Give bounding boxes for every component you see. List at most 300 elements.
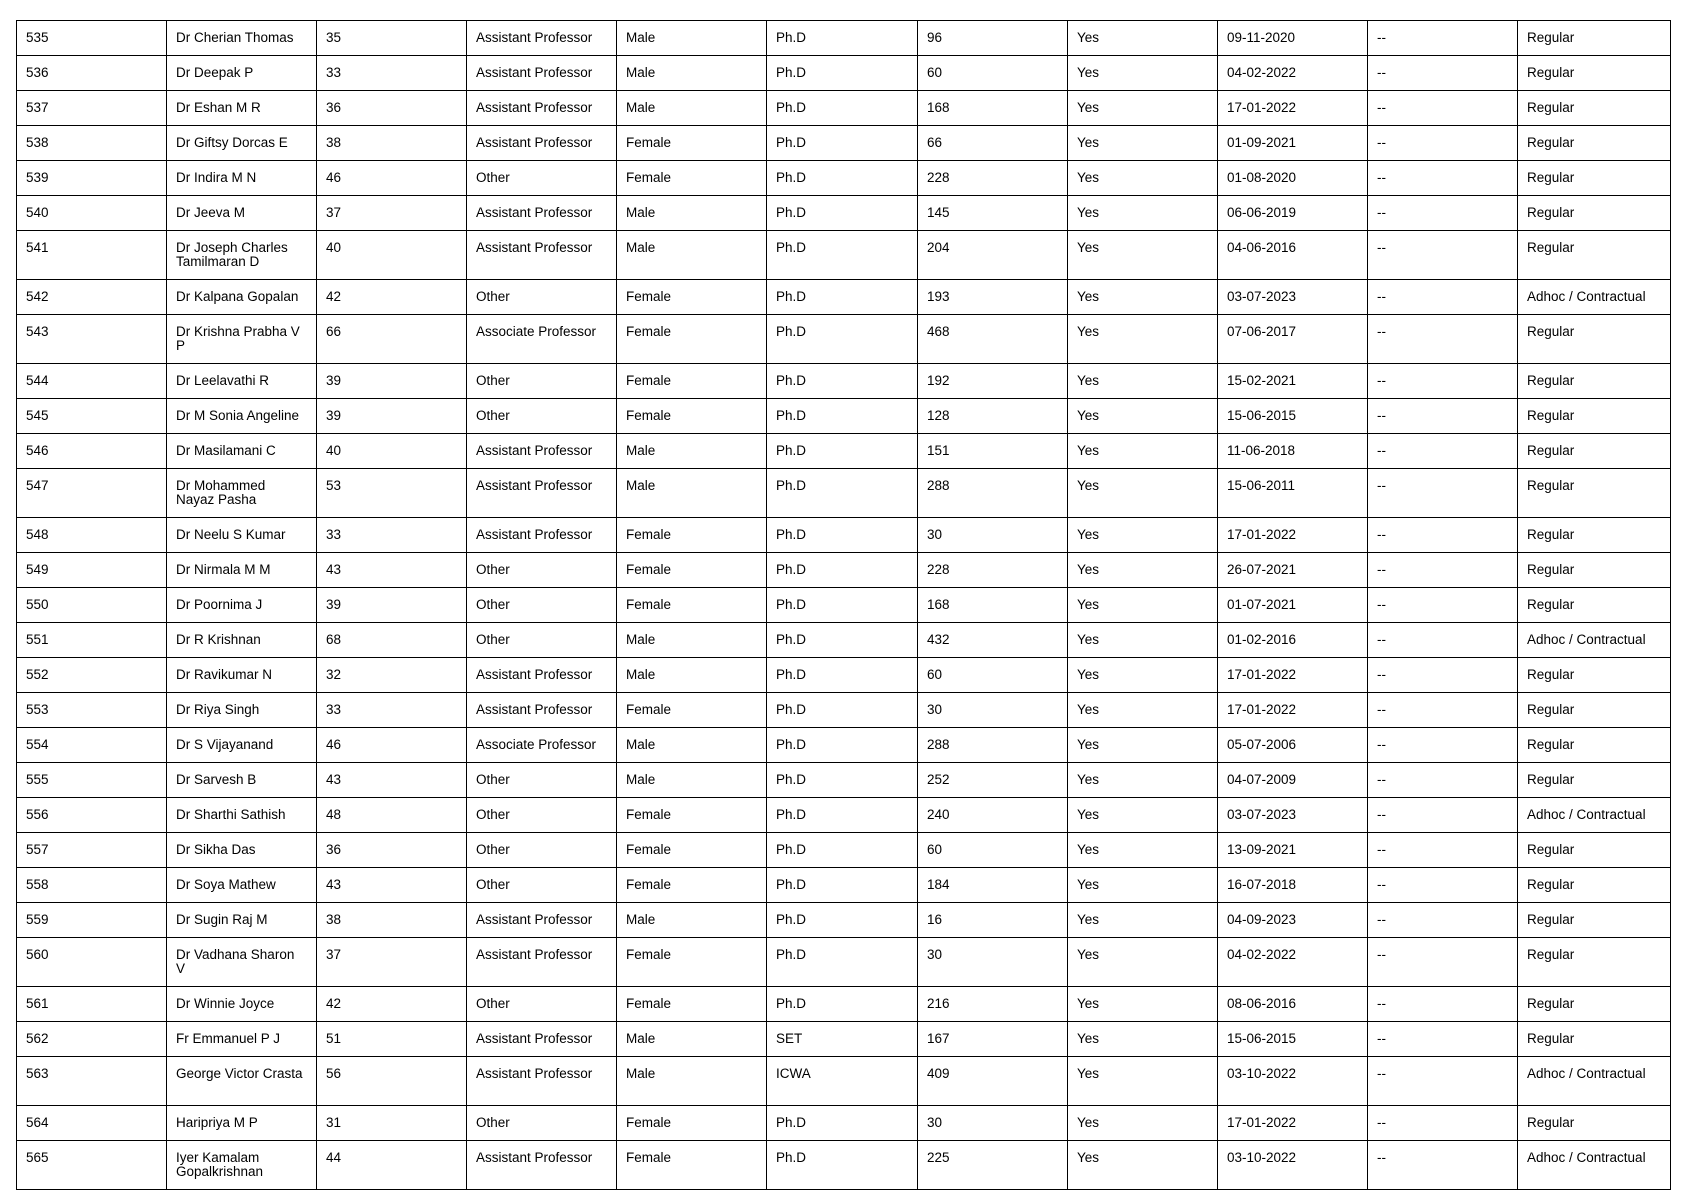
cell-designation: Other	[467, 623, 617, 658]
cell-sno: 564	[17, 1106, 167, 1141]
cell-qualification: Ph.D	[767, 469, 918, 518]
table-row	[17, 434, 1671, 469]
cell-joining-date: 15-06-2015	[1218, 1022, 1368, 1057]
cell-qualification: Ph.D	[767, 553, 918, 588]
cell-nature: Regular	[1518, 161, 1671, 196]
cell-pan: Yes	[1068, 868, 1218, 903]
cell-designation: Assistant Professor	[467, 56, 617, 91]
table-row	[17, 868, 1671, 903]
cell-name: Dr Sugin Raj M	[167, 903, 317, 938]
cell-designation: Assistant Professor	[467, 938, 617, 987]
cell-leaving-date: --	[1368, 1022, 1518, 1057]
cell-nature: Regular	[1518, 693, 1671, 728]
cell-designation: Assistant Professor	[467, 126, 617, 161]
cell-age: 56	[317, 1057, 467, 1106]
cell-name: Dr Cherian Thomas	[167, 21, 317, 56]
cell-designation: Assistant Professor	[467, 196, 617, 231]
table-row	[17, 1057, 1671, 1106]
cell-experience: 96	[918, 21, 1068, 56]
cell-age: 44	[317, 1141, 467, 1190]
cell-gender: Female	[617, 833, 767, 868]
cell-name: Dr Nirmala M M	[167, 553, 317, 588]
cell-joining-date: 05-07-2006	[1218, 728, 1368, 763]
cell-leaving-date: --	[1368, 1141, 1518, 1190]
cell-joining-date: 03-07-2023	[1218, 280, 1368, 315]
cell-nature: Regular	[1518, 434, 1671, 469]
cell-sno: 557	[17, 833, 167, 868]
cell-nature: Regular	[1518, 658, 1671, 693]
cell-age: 33	[317, 693, 467, 728]
table-row	[17, 763, 1671, 798]
table-row	[17, 658, 1671, 693]
cell-joining-date: 07-06-2017	[1218, 315, 1368, 364]
cell-joining-date: 03-10-2022	[1218, 1057, 1368, 1106]
cell-age: 46	[317, 728, 467, 763]
cell-sno: 554	[17, 728, 167, 763]
cell-age: 40	[317, 231, 467, 280]
cell-name: Dr Giftsy Dorcas E	[167, 126, 317, 161]
cell-leaving-date: --	[1368, 658, 1518, 693]
cell-experience: 288	[918, 728, 1068, 763]
table-row	[17, 280, 1671, 315]
cell-nature: Regular	[1518, 399, 1671, 434]
cell-joining-date: 17-01-2022	[1218, 91, 1368, 126]
cell-leaving-date: --	[1368, 21, 1518, 56]
table-row	[17, 987, 1671, 1022]
cell-nature: Regular	[1518, 364, 1671, 399]
cell-name: Dr Eshan M R	[167, 91, 317, 126]
cell-pan: Yes	[1068, 798, 1218, 833]
cell-joining-date: 01-07-2021	[1218, 588, 1368, 623]
cell-sno: 562	[17, 1022, 167, 1057]
cell-designation: Other	[467, 588, 617, 623]
cell-pan: Yes	[1068, 658, 1218, 693]
cell-age: 33	[317, 56, 467, 91]
table-row	[17, 693, 1671, 728]
cell-name: Dr Deepak P	[167, 56, 317, 91]
cell-nature: Adhoc / Contractual	[1518, 798, 1671, 833]
cell-pan: Yes	[1068, 1057, 1218, 1106]
cell-sno: 560	[17, 938, 167, 987]
cell-designation: Other	[467, 763, 617, 798]
cell-gender: Female	[617, 1106, 767, 1141]
cell-sno: 563	[17, 1057, 167, 1106]
cell-experience: 252	[918, 763, 1068, 798]
cell-gender: Male	[617, 1022, 767, 1057]
table-row	[17, 833, 1671, 868]
cell-qualification: Ph.D	[767, 126, 918, 161]
cell-joining-date: 17-01-2022	[1218, 518, 1368, 553]
cell-sno: 544	[17, 364, 167, 399]
cell-pan: Yes	[1068, 763, 1218, 798]
cell-sno: 549	[17, 553, 167, 588]
table-row	[17, 21, 1671, 56]
table-row	[17, 126, 1671, 161]
cell-gender: Male	[617, 1057, 767, 1106]
cell-gender: Female	[617, 868, 767, 903]
cell-qualification: Ph.D	[767, 1141, 918, 1190]
cell-qualification: Ph.D	[767, 1106, 918, 1141]
cell-qualification: SET	[767, 1022, 918, 1057]
cell-pan: Yes	[1068, 623, 1218, 658]
cell-gender: Male	[617, 91, 767, 126]
cell-designation: Other	[467, 833, 617, 868]
cell-gender: Female	[617, 399, 767, 434]
cell-age: 53	[317, 469, 467, 518]
cell-sno: 543	[17, 315, 167, 364]
cell-gender: Female	[617, 1141, 767, 1190]
cell-nature: Regular	[1518, 1022, 1671, 1057]
cell-experience: 60	[918, 833, 1068, 868]
cell-designation: Assistant Professor	[467, 434, 617, 469]
document-page	[16, 20, 1670, 1190]
cell-name: Dr Leelavathi R	[167, 364, 317, 399]
cell-nature: Regular	[1518, 833, 1671, 868]
cell-gender: Male	[617, 56, 767, 91]
cell-qualification: Ph.D	[767, 56, 918, 91]
cell-experience: 30	[918, 693, 1068, 728]
cell-gender: Male	[617, 196, 767, 231]
cell-gender: Male	[617, 903, 767, 938]
cell-pan: Yes	[1068, 434, 1218, 469]
cell-pan: Yes	[1068, 161, 1218, 196]
cell-leaving-date: --	[1368, 728, 1518, 763]
cell-pan: Yes	[1068, 903, 1218, 938]
cell-designation: Other	[467, 987, 617, 1022]
table-row	[17, 588, 1671, 623]
cell-designation: Assistant Professor	[467, 693, 617, 728]
cell-leaving-date: --	[1368, 469, 1518, 518]
cell-age: 39	[317, 399, 467, 434]
cell-pan: Yes	[1068, 518, 1218, 553]
cell-name: Dr Sarvesh B	[167, 763, 317, 798]
cell-designation: Assistant Professor	[467, 518, 617, 553]
cell-name: Dr Indira M N	[167, 161, 317, 196]
cell-leaving-date: --	[1368, 434, 1518, 469]
cell-pan: Yes	[1068, 728, 1218, 763]
cell-joining-date: 04-02-2022	[1218, 56, 1368, 91]
cell-leaving-date: --	[1368, 196, 1518, 231]
cell-pan: Yes	[1068, 987, 1218, 1022]
cell-sno: 539	[17, 161, 167, 196]
cell-qualification: Ph.D	[767, 868, 918, 903]
cell-sno: 536	[17, 56, 167, 91]
cell-qualification: Ph.D	[767, 987, 918, 1022]
cell-joining-date: 03-07-2023	[1218, 798, 1368, 833]
cell-leaving-date: --	[1368, 315, 1518, 364]
table-row	[17, 231, 1671, 280]
cell-designation: Other	[467, 1106, 617, 1141]
cell-pan: Yes	[1068, 231, 1218, 280]
cell-nature: Regular	[1518, 868, 1671, 903]
cell-gender: Female	[617, 364, 767, 399]
cell-experience: 228	[918, 553, 1068, 588]
cell-leaving-date: --	[1368, 763, 1518, 798]
cell-nature: Regular	[1518, 553, 1671, 588]
cell-age: 40	[317, 434, 467, 469]
cell-experience: 468	[918, 315, 1068, 364]
cell-nature: Regular	[1518, 987, 1671, 1022]
cell-experience: 30	[918, 518, 1068, 553]
cell-experience: 240	[918, 798, 1068, 833]
cell-leaving-date: --	[1368, 693, 1518, 728]
cell-designation: Assistant Professor	[467, 1057, 617, 1106]
cell-leaving-date: --	[1368, 553, 1518, 588]
cell-joining-date: 16-07-2018	[1218, 868, 1368, 903]
cell-joining-date: 17-01-2022	[1218, 658, 1368, 693]
cell-sno: 550	[17, 588, 167, 623]
cell-experience: 228	[918, 161, 1068, 196]
cell-experience: 409	[918, 1057, 1068, 1106]
cell-nature: Regular	[1518, 91, 1671, 126]
cell-gender: Male	[617, 728, 767, 763]
cell-gender: Male	[617, 21, 767, 56]
table-row	[17, 56, 1671, 91]
cell-gender: Female	[617, 693, 767, 728]
cell-leaving-date: --	[1368, 126, 1518, 161]
cell-name: Dr Kalpana Gopalan	[167, 280, 317, 315]
cell-experience: 225	[918, 1141, 1068, 1190]
cell-pan: Yes	[1068, 588, 1218, 623]
cell-nature: Regular	[1518, 21, 1671, 56]
cell-nature: Regular	[1518, 938, 1671, 987]
cell-qualification: Ph.D	[767, 833, 918, 868]
cell-name: Dr Soya Mathew	[167, 868, 317, 903]
cell-experience: 168	[918, 588, 1068, 623]
table-row	[17, 623, 1671, 658]
cell-joining-date: 06-06-2019	[1218, 196, 1368, 231]
table-row	[17, 161, 1671, 196]
cell-name: Dr Jeeva M	[167, 196, 317, 231]
cell-leaving-date: --	[1368, 588, 1518, 623]
cell-age: 36	[317, 833, 467, 868]
cell-gender: Female	[617, 280, 767, 315]
cell-joining-date: 04-02-2022	[1218, 938, 1368, 987]
cell-designation: Other	[467, 280, 617, 315]
table-row	[17, 938, 1671, 987]
cell-pan: Yes	[1068, 1106, 1218, 1141]
cell-experience: 216	[918, 987, 1068, 1022]
cell-pan: Yes	[1068, 56, 1218, 91]
cell-age: 35	[317, 21, 467, 56]
cell-name: Dr Joseph Charles Tamilmaran D	[167, 231, 317, 280]
cell-designation: Associate Professor	[467, 728, 617, 763]
cell-nature: Regular	[1518, 728, 1671, 763]
table-row	[17, 518, 1671, 553]
cell-pan: Yes	[1068, 315, 1218, 364]
cell-sno: 558	[17, 868, 167, 903]
cell-joining-date: 17-01-2022	[1218, 1106, 1368, 1141]
cell-age: 46	[317, 161, 467, 196]
table-row	[17, 469, 1671, 518]
cell-gender: Male	[617, 469, 767, 518]
cell-nature: Regular	[1518, 1106, 1671, 1141]
cell-leaving-date: --	[1368, 364, 1518, 399]
cell-sno: 541	[17, 231, 167, 280]
cell-experience: 145	[918, 196, 1068, 231]
cell-pan: Yes	[1068, 833, 1218, 868]
cell-experience: 128	[918, 399, 1068, 434]
cell-experience: 30	[918, 1106, 1068, 1141]
cell-designation: Assistant Professor	[467, 903, 617, 938]
cell-name: Dr Ravikumar N	[167, 658, 317, 693]
cell-experience: 288	[918, 469, 1068, 518]
cell-qualification: Ph.D	[767, 434, 918, 469]
cell-pan: Yes	[1068, 938, 1218, 987]
cell-designation: Other	[467, 798, 617, 833]
cell-age: 33	[317, 518, 467, 553]
cell-sno: 565	[17, 1141, 167, 1190]
cell-pan: Yes	[1068, 693, 1218, 728]
cell-leaving-date: --	[1368, 399, 1518, 434]
cell-nature: Regular	[1518, 56, 1671, 91]
cell-leaving-date: --	[1368, 161, 1518, 196]
cell-name: Dr Riya Singh	[167, 693, 317, 728]
table-row	[17, 553, 1671, 588]
cell-pan: Yes	[1068, 21, 1218, 56]
cell-age: 39	[317, 588, 467, 623]
cell-designation: Other	[467, 399, 617, 434]
cell-designation: Assistant Professor	[467, 658, 617, 693]
cell-leaving-date: --	[1368, 56, 1518, 91]
cell-leaving-date: --	[1368, 280, 1518, 315]
cell-qualification: Ph.D	[767, 658, 918, 693]
cell-age: 36	[317, 91, 467, 126]
cell-experience: 168	[918, 91, 1068, 126]
cell-age: 43	[317, 553, 467, 588]
cell-qualification: Ph.D	[767, 588, 918, 623]
cell-leaving-date: --	[1368, 798, 1518, 833]
cell-qualification: Ph.D	[767, 161, 918, 196]
cell-qualification: Ph.D	[767, 763, 918, 798]
cell-name: Dr Mohammed Nayaz Pasha	[167, 469, 317, 518]
cell-qualification: ICWA	[767, 1057, 918, 1106]
cell-leaving-date: --	[1368, 518, 1518, 553]
cell-experience: 192	[918, 364, 1068, 399]
cell-joining-date: 08-06-2016	[1218, 987, 1368, 1022]
cell-joining-date: 17-01-2022	[1218, 693, 1368, 728]
cell-qualification: Ph.D	[767, 21, 918, 56]
cell-age: 37	[317, 196, 467, 231]
cell-gender: Male	[617, 658, 767, 693]
cell-leaving-date: --	[1368, 623, 1518, 658]
cell-sno: 561	[17, 987, 167, 1022]
cell-age: 42	[317, 280, 467, 315]
cell-nature: Regular	[1518, 315, 1671, 364]
table-row	[17, 315, 1671, 364]
cell-sno: 537	[17, 91, 167, 126]
cell-leaving-date: --	[1368, 1106, 1518, 1141]
cell-leaving-date: --	[1368, 91, 1518, 126]
cell-pan: Yes	[1068, 196, 1218, 231]
cell-qualification: Ph.D	[767, 399, 918, 434]
cell-sno: 552	[17, 658, 167, 693]
cell-sno: 553	[17, 693, 167, 728]
cell-name: Dr Vadhana Sharon V	[167, 938, 317, 987]
cell-experience: 60	[918, 56, 1068, 91]
cell-age: 31	[317, 1106, 467, 1141]
cell-leaving-date: --	[1368, 987, 1518, 1022]
cell-gender: Female	[617, 938, 767, 987]
cell-nature: Adhoc / Contractual	[1518, 1057, 1671, 1106]
cell-designation: Assistant Professor	[467, 1141, 617, 1190]
cell-age: 51	[317, 1022, 467, 1057]
cell-designation: Associate Professor	[467, 315, 617, 364]
cell-name: Dr S Vijayanand	[167, 728, 317, 763]
cell-sno: 559	[17, 903, 167, 938]
cell-qualification: Ph.D	[767, 903, 918, 938]
cell-pan: Yes	[1068, 280, 1218, 315]
cell-gender: Male	[617, 763, 767, 798]
cell-experience: 184	[918, 868, 1068, 903]
cell-nature: Regular	[1518, 588, 1671, 623]
cell-gender: Female	[617, 126, 767, 161]
cell-joining-date: 04-07-2009	[1218, 763, 1368, 798]
cell-pan: Yes	[1068, 364, 1218, 399]
cell-designation: Other	[467, 364, 617, 399]
cell-nature: Adhoc / Contractual	[1518, 280, 1671, 315]
cell-pan: Yes	[1068, 1022, 1218, 1057]
cell-name: Dr R Krishnan	[167, 623, 317, 658]
cell-sno: 542	[17, 280, 167, 315]
cell-qualification: Ph.D	[767, 280, 918, 315]
cell-sno: 538	[17, 126, 167, 161]
cell-joining-date: 01-09-2021	[1218, 126, 1368, 161]
cell-joining-date: 26-07-2021	[1218, 553, 1368, 588]
cell-name: Dr Neelu S Kumar	[167, 518, 317, 553]
cell-joining-date: 01-08-2020	[1218, 161, 1368, 196]
cell-age: 38	[317, 903, 467, 938]
cell-qualification: Ph.D	[767, 623, 918, 658]
table-row	[17, 798, 1671, 833]
cell-sno: 546	[17, 434, 167, 469]
cell-name: Dr Krishna Prabha V P	[167, 315, 317, 364]
cell-name: Fr Emmanuel P J	[167, 1022, 317, 1057]
cell-designation: Assistant Professor	[467, 21, 617, 56]
cell-sno: 535	[17, 21, 167, 56]
cell-gender: Male	[617, 231, 767, 280]
cell-experience: 151	[918, 434, 1068, 469]
cell-qualification: Ph.D	[767, 231, 918, 280]
table-row	[17, 903, 1671, 938]
cell-joining-date: 04-09-2023	[1218, 903, 1368, 938]
cell-age: 48	[317, 798, 467, 833]
cell-name: Haripriya M P	[167, 1106, 317, 1141]
table-row	[17, 364, 1671, 399]
cell-gender: Female	[617, 987, 767, 1022]
cell-experience: 60	[918, 658, 1068, 693]
cell-experience: 432	[918, 623, 1068, 658]
cell-pan: Yes	[1068, 1141, 1218, 1190]
cell-qualification: Ph.D	[767, 728, 918, 763]
cell-age: 39	[317, 364, 467, 399]
cell-joining-date: 04-06-2016	[1218, 231, 1368, 280]
cell-pan: Yes	[1068, 126, 1218, 161]
cell-sno: 555	[17, 763, 167, 798]
table-row	[17, 1106, 1671, 1141]
cell-age: 68	[317, 623, 467, 658]
cell-pan: Yes	[1068, 399, 1218, 434]
cell-leaving-date: --	[1368, 903, 1518, 938]
table-row	[17, 399, 1671, 434]
cell-pan: Yes	[1068, 91, 1218, 126]
cell-leaving-date: --	[1368, 868, 1518, 903]
cell-gender: Female	[617, 315, 767, 364]
cell-sno: 540	[17, 196, 167, 231]
cell-nature: Regular	[1518, 196, 1671, 231]
cell-nature: Regular	[1518, 763, 1671, 798]
cell-age: 32	[317, 658, 467, 693]
